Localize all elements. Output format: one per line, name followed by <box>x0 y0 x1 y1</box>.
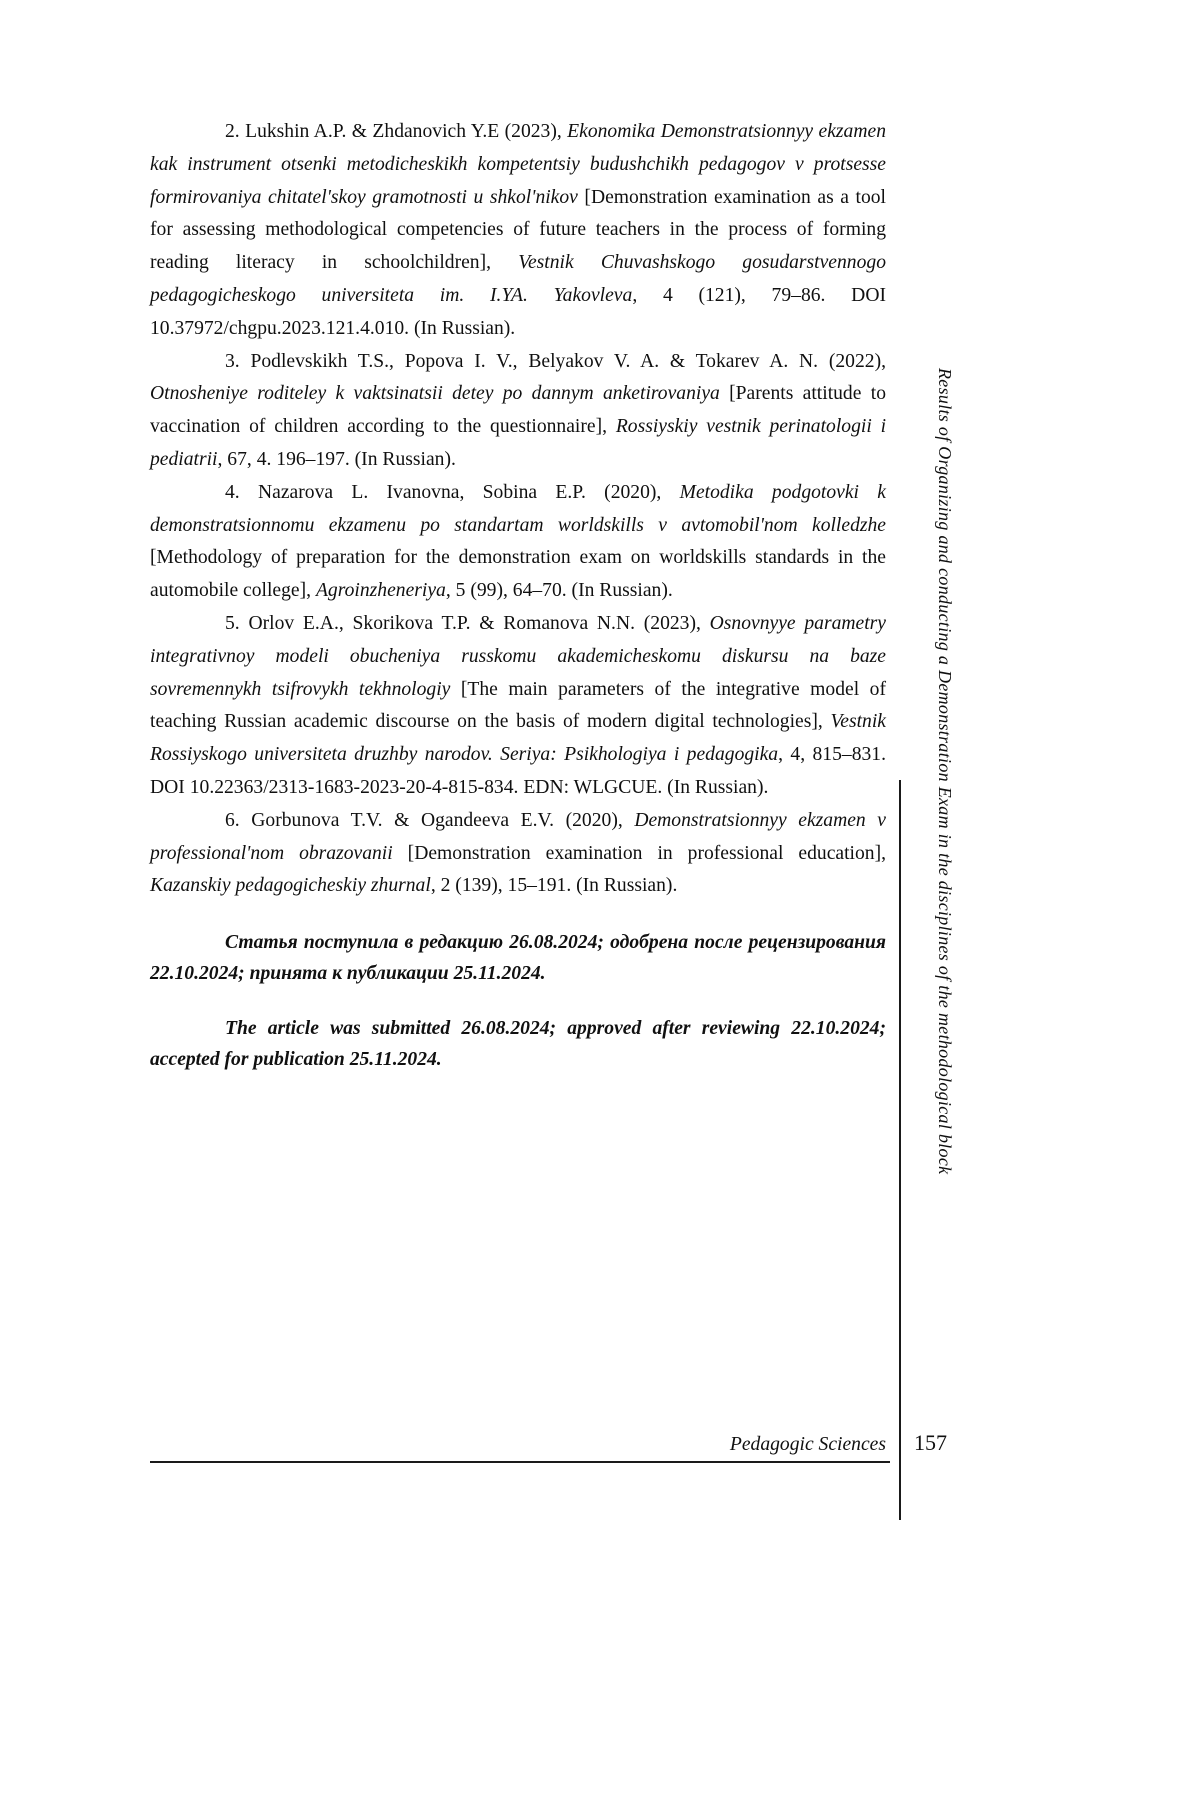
submission-note-english: The article was submitted 26.08.2024; approved after reviewing 22.10.2024; accepted for publication 25.11.2024. <box>150 1018 886 1070</box>
text-segment: [Demonstration examination as a tool for assessing methodological competencies of future teachers in the process of forming reading literacy in schoolchildren], <box>150 186 886 274</box>
references-list <box>150 116 886 1075</box>
text-segment: [Demonstration examination in professional education], <box>392 842 886 864</box>
reference-item-5 <box>150 608 886 805</box>
text-segment: Metodika podgotovki k demonstratsionnomu ekzamenu po standartam worldskills v avtomobil'nom kolledzhe <box>150 481 886 536</box>
text-segment: [The main parameters of the integrative model of teaching Russian academic discourse on the basis of modern digital technologies], <box>150 678 886 733</box>
text-segment: [Parents attitude to vaccination of children according to the questionnaire], <box>150 383 886 438</box>
text-segment: Rossiyskiy vestnik perinatologii i pediatrii <box>150 416 887 470</box>
text-segment: Vestnik Chuvashskogo gosudarstvennogo pedagogicheskogo universiteta im. I.YA. Yakovleva <box>150 252 886 306</box>
text-segment: , 2 (139), 15–191. (In Russian). <box>430 875 678 897</box>
running-title-vertical: Results of Organizing and conducting a Demonstration Exam in the disciplines of the methodological block <box>935 368 955 1175</box>
text-segment: 5. Orlov E.A., Skorikova T.P. & Romanova N.N. (2023), <box>225 612 710 634</box>
text-segment: Ekonomika Demonstratsionnyy ekzamen kak instrument otsenki metodicheskikh kompetentsiy budushchikh pedagogov v protsesse formirovaniya chitatel'skoy gramotnosti u shkol'nikov <box>150 121 886 208</box>
text-segment: Demonstratsionnyy ekzamen v professional'nom obrazovanii <box>150 809 886 864</box>
text-segment: Otnosheniye roditeley k vaktsinatsii detey po dannym anketirovaniya <box>150 383 720 405</box>
reference-item-3 <box>150 346 886 477</box>
submission-note-russian: Статья поступила в редакцию 26.08.2024; одобрена после рецензирования 22.10.2024; принята к публикации 25.11.2024. <box>150 932 886 984</box>
reference-item-6 <box>150 805 886 903</box>
text-segment: [Methodology of preparation for the demonstration exam on worldskills standards in the automobile college], <box>150 547 886 602</box>
text-segment: , 4 (121), 79–86. DOI 10.37972/chgpu.2023.121.4.010. (In Russian). <box>150 284 886 339</box>
text-segment: , 5 (99), 64–70. (In Russian). <box>445 580 673 602</box>
text-segment: 4. Nazarova L. Ivanovna, Sobina E.P. (2020), <box>225 481 680 503</box>
reference-item-2 <box>150 116 886 346</box>
reference-item-4 <box>150 477 886 608</box>
text-segment: Kazanskiy pedagogicheskiy zhurnal <box>150 875 431 897</box>
text-segment: Osnovnyye parametry integrativnoy modeli obucheniya russkomu akademicheskomu diskursu na baze sovremennykh tsifrovykh tekhnologiy <box>150 612 886 700</box>
text-segment: 6. Gorbunova T.V. & Ogandeeva E.V. (2020), <box>225 809 635 831</box>
text-segment: Agroinzheneriya <box>315 580 446 602</box>
footer-section-label: Pedagogic Sciences <box>729 1434 886 1455</box>
vertical-divider-line <box>899 780 901 1520</box>
text-segment: , 4, 815–831. DOI 10.22363/2313-1683-2023-20-4-815-834. EDN: WLGCUE. (In Russian). <box>150 744 886 798</box>
text-segment: , 67, 4. 196–197. (In Russian). <box>217 448 456 470</box>
text-segment: Vestnik Rossiyskogo universiteta druzhby narodov. Seriya: Psikhologiya i pedagogika <box>150 711 886 766</box>
text-segment: 2. Lukshin A.P. & Zhdanovich Y.E (2023), <box>225 121 568 142</box>
text-segment: 3. Podlevskikh T.S., Popova I. V., Belyakov V. A. & Tokarev A. N. (2022), <box>225 350 886 372</box>
page-number: 157 <box>914 1430 947 1455</box>
footer-horizontal-line <box>150 1461 890 1463</box>
